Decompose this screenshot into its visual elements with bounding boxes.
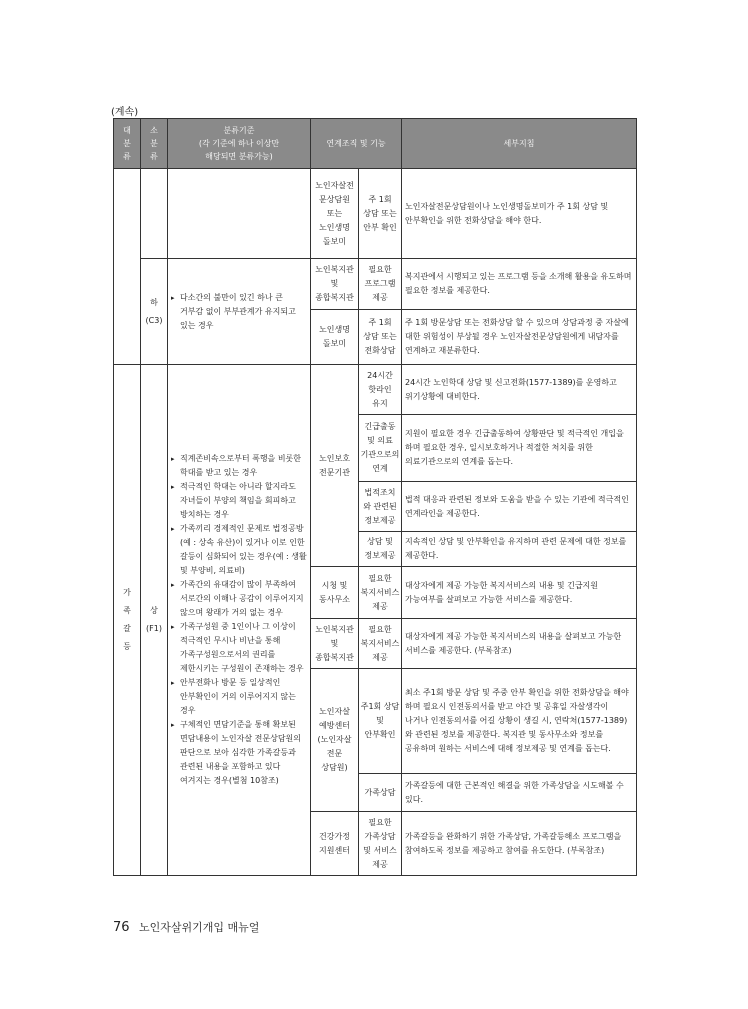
- detail-cell: 가족갈등에 대한 근본적인 해결을 위한 가족상담을 시도해볼 수 있다.: [402, 774, 637, 812]
- header-major: 대 분 류: [114, 119, 141, 169]
- detail-cell: 주 1회 방문상담 또는 전화상담 할 수 있으며 상담과정 중 자살에 대한 위험성이 부상될 경우 노인자살전문상담원에게 내담자를 연계하고 재분류한다.: [402, 310, 637, 365]
- detail-cell: 24시간 노인학대 상담 및 신고전화(1577-1389)를 운영하고 위기상황에 대비한다.: [402, 365, 637, 415]
- func-cell: 주1회 상담 및 안부확인: [359, 669, 402, 774]
- org-cell: 건강가정 지원센터: [311, 812, 359, 876]
- detail-cell: 노인자살전문상담원이나 노인생명돌보미가 주 1회 상담 및 안부확인을 위한 전화상담을 해야 한다.: [402, 169, 637, 259]
- header-row: [114, 119, 637, 169]
- detail-cell: 대상자에게 제공 가능한 복지서비스의 내용을 살펴보고 가능한 서비스를 제공한다. (부록참조): [402, 619, 637, 669]
- criteria-f1: [168, 365, 311, 876]
- header-org: 연계조직 및 기능: [311, 119, 402, 169]
- manual-title: 노인자살위기개입 매뉴얼: [139, 921, 260, 934]
- classification-table: [113, 118, 637, 876]
- page-footer: [113, 919, 259, 935]
- func-cell: 가족상담: [359, 774, 402, 812]
- func-cell: 필요한 프로그램 제공: [359, 259, 402, 310]
- table-row: [114, 169, 637, 259]
- org-cell: 노인생명 돌보미: [311, 310, 359, 365]
- criteria-item: ▸ 가족구성원 중 1인이나 그 이상이 적극적인 무시나 비난을 통해 가족구성원으로서의 권리를 제한시키는 구성원이 존재하는 경우: [171, 620, 307, 676]
- org-cell: 노인자살전 문상담원 또는 노인생명 돌보미: [311, 169, 359, 259]
- detail-cell: 복지관에서 시행되고 있는 프로그램 등을 소개해 활용을 유도하며 필요한 정보를 제공한다.: [402, 259, 637, 310]
- header-minor: 소 분 류: [141, 119, 168, 169]
- detail-cell: 법적 대응과 관련된 정보와 도움을 받을 수 있는 기관에 적극적인 연계라인을 제공한다.: [402, 482, 637, 532]
- func-cell: 주 1회 상담 또는 전화상담: [359, 310, 402, 365]
- org-cell-protection: 노인보호 전문기관: [311, 365, 359, 567]
- page-number: 76: [113, 920, 130, 935]
- func-cell: 24시간 핫라인 유지: [359, 365, 402, 415]
- criteria-item: ▸ 직계존비속으로부터 폭행을 비롯한 학대를 받고 있는 경우: [171, 452, 307, 480]
- criteria-item: ▸ 가족간의 유대감이 많이 부족하여 서로간의 이해나 공감이 이루어지지 않으며 왕래가 거의 없는 경우: [171, 578, 307, 620]
- criteria-cell-empty: [168, 169, 311, 259]
- org-cell-prevention: 노인자살 예방센터 (노인자살 전문 상담원): [311, 669, 359, 812]
- org-cell: 노인복지관 및 종합복지관: [311, 259, 359, 310]
- criteria-item: ▸ 안부전화나 방문 등 일상적인 안부확인이 거의 이루어지지 않는 경우: [171, 676, 307, 718]
- minor-category-f1: 상 (F1): [141, 365, 168, 876]
- major-category-family-conflict: 가 족 갈 등: [114, 365, 141, 876]
- func-cell: 필요한 복지서비스 제공: [359, 619, 402, 669]
- major-cell-empty: [114, 169, 141, 365]
- detail-cell: 지속적인 상담 및 안부확인을 유지하며 관련 문제에 대한 정보를 제공한다.: [402, 532, 637, 567]
- criteria-item: ▸ 가족끼리 경제적인 문제로 법정공방(예 : 상속 유산)이 있거나 이로 인한 갈등이 심화되어 있는 경우(예 : 생활 및 부양비, 의료비): [171, 522, 307, 578]
- continued-label: (계속): [111, 107, 139, 118]
- func-cell: 주 1회 상담 또는 안부 확인: [359, 169, 402, 259]
- detail-cell: 대상자에게 제공 가능한 복지서비스의 내용 및 긴급지원 가능여부를 살펴보고 가능한 서비스를 제공한다.: [402, 567, 637, 619]
- criteria-item: ▸ 적극적인 학대는 아니라 할지라도 자녀들이 부양의 책임을 회피하고 방치하는 경우: [171, 480, 307, 522]
- func-cell: 상담 및 정보제공: [359, 532, 402, 567]
- header-detail: 세부지침: [402, 119, 637, 169]
- func-cell: 필요한 가족상담 및 서비스 제공: [359, 812, 402, 876]
- func-cell: 법적조치 와 관련된 정보제공: [359, 482, 402, 532]
- table-row: [114, 365, 637, 415]
- criteria-c3: [168, 259, 311, 365]
- func-cell: 긴급출동 및 의료 기관으로의 연계: [359, 415, 402, 482]
- org-cell: 노인복지관 및 종합복지관: [311, 619, 359, 669]
- criteria-item: ▸ 구체적인 면담기준을 통해 확보된 면담내용이 노인자살 전문상담원의 판단으로 보아 심각한 가족갈등과 관련된 내용을 포함하고 있다 여겨지는 경우(별첨 10참조): [171, 718, 307, 788]
- table-row: [114, 259, 637, 310]
- org-cell: 시청 및 동사무소: [311, 567, 359, 619]
- minor-cell-empty: [141, 169, 168, 259]
- detail-cell: 지원이 필요한 경우 긴급출동하여 상황판단 및 적극적인 개입을 하며 필요한 경우, 일시보호하거나 적절한 처치를 위한 의료기관으로의 연계를 돕는다.: [402, 415, 637, 482]
- criteria-item: ▸ 다소간의 불만이 있긴 하나 큰 거부감 없이 부부관계가 유지되고 있는 경우: [171, 291, 307, 333]
- detail-cell: 최소 주1회 방문 상담 및 주중 안부 확인을 위한 전화상담을 해야 하며 필요시 인전동의서를 받고 야간 및 공휴일 자살생각이 나거나 인전동의서를 어길 상황이 생길 시, 연락처(1577-1389)와 관련된 정보를 제공한다. 복지관 및 동사무소와 정보를 공유하며 원하는 서비스에 대해 정보제공 및 연계를 돕는다.: [402, 669, 637, 774]
- detail-cell: 가족갈등을 완화하기 위한 가족상담, 가족갈등해소 프로그램을 참여하도록 정보를 제공하고 참여를 유도한다. (부록참조): [402, 812, 637, 876]
- func-cell: 필요한 복지서비스 제공: [359, 567, 402, 619]
- minor-category-c3: 하 (C3): [141, 259, 168, 365]
- header-criteria: 분류기준 (각 기준에 하나 이상만 해당되면 분류가능): [168, 119, 311, 169]
